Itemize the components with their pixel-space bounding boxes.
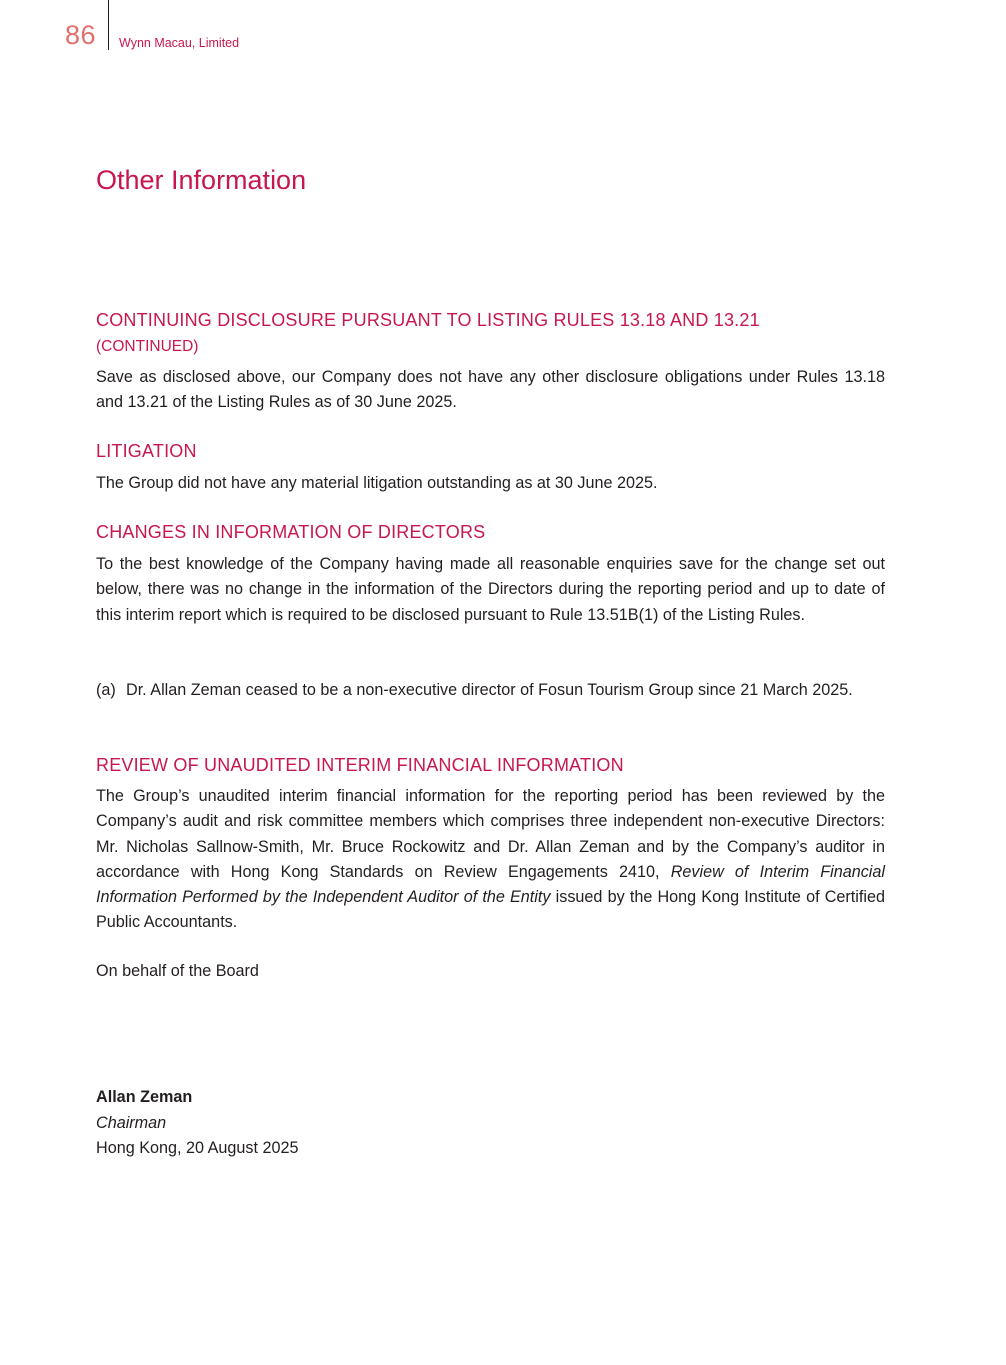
page-number: 86 [65, 20, 97, 50]
company-name: Wynn Macau, Limited [119, 36, 240, 50]
publication-title: Review of Interim Financial Information Performed by the Independent Auditor of the Entity [96, 862, 885, 907]
list-item-label: (a) [96, 681, 116, 699]
page-title: Other Information [96, 165, 307, 195]
closing-statement: On behalf of the Board [96, 962, 259, 980]
paragraph-review [96, 784, 885, 936]
paragraph-review-text: The Group’s unaudited interim financial information for the reporting period has been reviewed by the Company’s audit and risk committee members which comprises three independent non-executive Directors: Mr. Nicholas Sallnow-Smith, Mr. Bruce Rockowitz and Dr. Allan Zeman and by the Company’s auditor in accordance with Hong Kong Standards on Review Engagements 2410, [96, 787, 885, 881]
section-heading-continuing-disclosure: CONTINUING DISCLOSURE PURSUANT TO LISTING RULES 13.18 AND 13.21 [96, 310, 760, 330]
signature-place-date: Hong Kong, 20 August 2025 [96, 1139, 299, 1157]
paragraph-litigation: The Group did not have any material litigation outstanding as at 30 June 2025. [96, 474, 658, 492]
signatory-name: Allan Zeman [96, 1088, 193, 1106]
section-heading-litigation: LITIGATION [96, 441, 197, 461]
section-subheading-continued: (CONTINUED) [96, 338, 199, 355]
header-divider [108, 0, 109, 50]
paragraph-continuing-disclosure: Save as disclosed above, our Company does not have any other disclosure obligations under Rules 13.18 and 13.21 of the Listing Rules as of 30 June 2025. [96, 368, 885, 412]
paragraph-directors: To the best knowledge of the Company having made all reasonable enquiries save for the change set out below, there was no change in the information of the Directors during the reporting period and up to date of this interim report which is required to be disclosed pursuant to Rule 13.51B(1) of the Listing Rules. [96, 555, 885, 624]
section-heading-directors: CHANGES IN INFORMATION OF DIRECTORS [96, 522, 486, 542]
section-heading-review: REVIEW OF UNAUDITED INTERIM FINANCIAL INFORMATION [96, 755, 624, 775]
list-item-text: Dr. Allan Zeman ceased to be a non-executive director of Fosun Tourism Group since 21 March 2025. [126, 681, 853, 699]
paragraph-review-text-end: issued by the Hong Kong Institute of Certified Public Accountants. [96, 888, 886, 932]
signatory-title: Chairman [96, 1114, 167, 1132]
